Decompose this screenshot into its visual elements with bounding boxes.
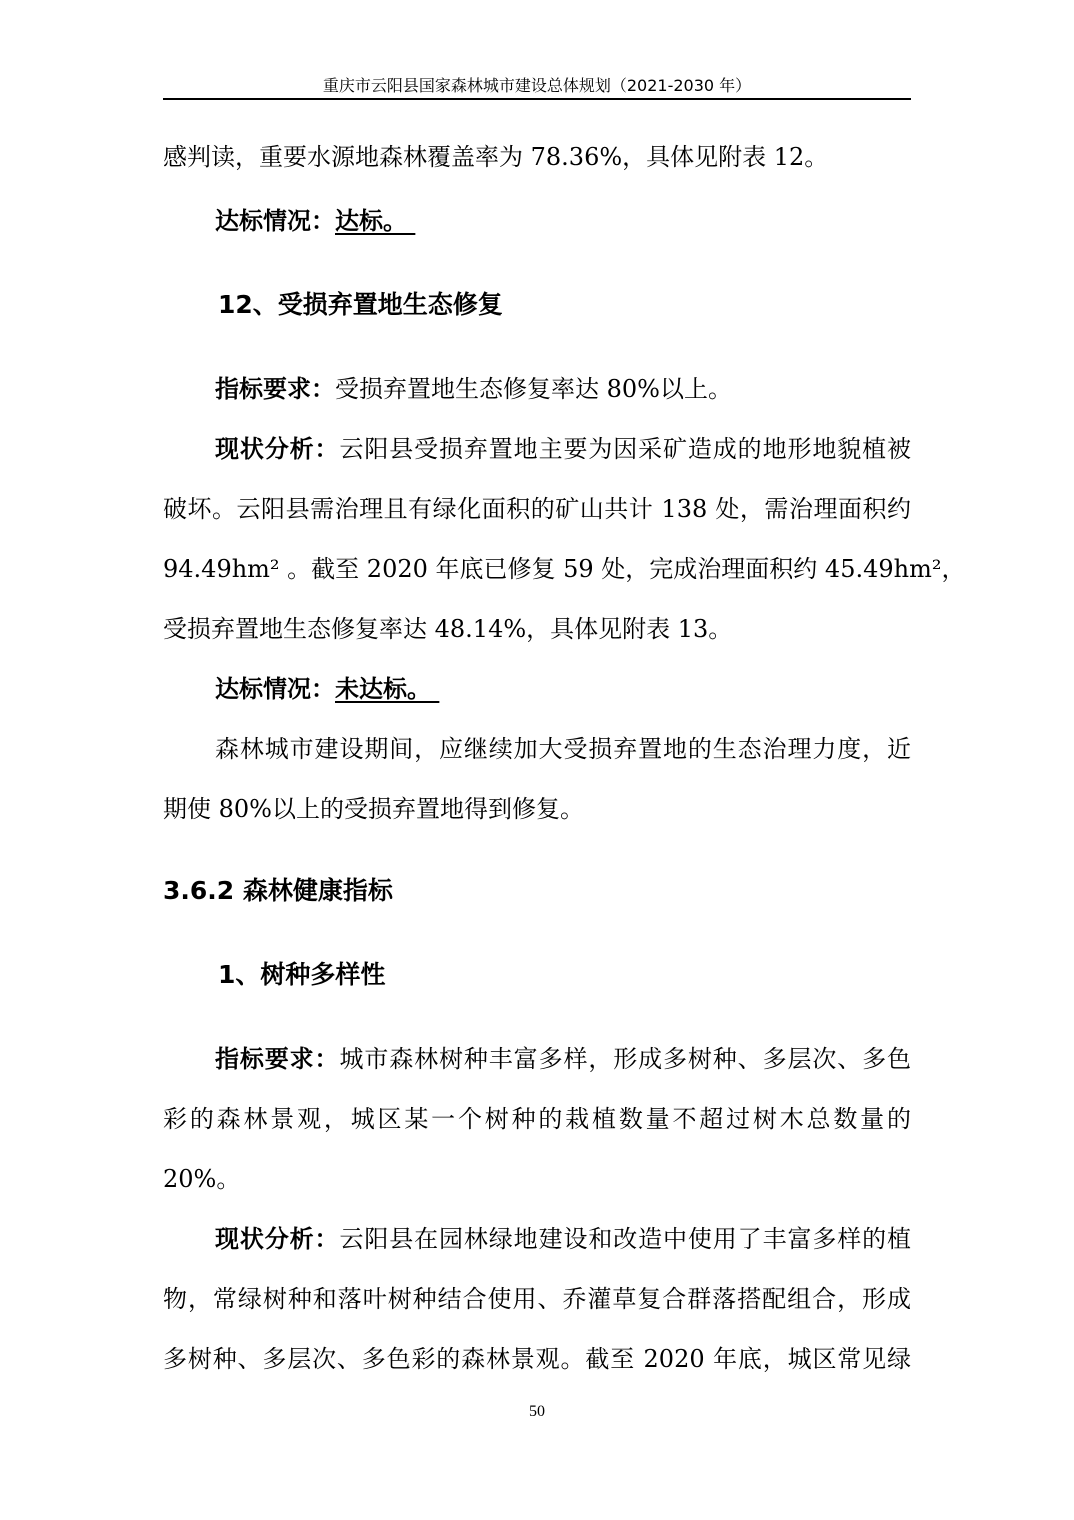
compliance-value: 未达标。	[335, 675, 431, 703]
compliance-label: 达标情况：	[215, 675, 335, 703]
page-number: 50	[529, 1403, 545, 1420]
status-analysis-line	[163, 432, 911, 466]
paragraph-line: 多树种、多层次、多色彩的森林景观。截至 2020 年底，城区常见绿	[163, 1345, 911, 1373]
paragraph-line: 彩的森林景观，城区某一个树种的栽植数量不超过树木总数量的	[163, 1105, 911, 1133]
paragraph-line: 森林城市建设期间，应继续加大受损弃置地的生态治理力度，近	[215, 735, 911, 763]
paragraph-line: 物，常绿树种和落叶树种结合使用、乔灌草复合群落搭配组合，形成	[163, 1285, 911, 1313]
paragraph-line: 20%。	[163, 1165, 241, 1193]
analysis-text: 云阳县在园林绿地建设和改造中使用了丰富多样的植	[339, 1225, 912, 1253]
requirement-label: 指标要求：	[215, 1045, 340, 1073]
paragraph-line: 破坏。云阳县需治理且有绿化面积的矿山共计 138 处，需治理面积约	[163, 495, 911, 523]
compliance-value: 达标。	[335, 207, 407, 235]
requirement-text: 受损弃置地生态修复率达 80%以上。	[335, 375, 732, 403]
paragraph-line: 感判读，重要水源地森林覆盖率为 78.36%，具体见附表 12。	[163, 143, 829, 171]
paragraph-line: 受损弃置地生态修复率达 48.14%，具体见附表 13。	[163, 615, 733, 643]
running-header: 重庆市云阳县国家森林城市建设总体规划（2021-2030 年）	[322, 76, 752, 95]
paragraph-line: 期使 80%以上的受损弃置地得到修复。	[163, 795, 584, 823]
header-divider	[163, 98, 911, 100]
section-heading-362: 3.6.2 森林健康指标	[163, 876, 393, 905]
compliance-status-line	[163, 204, 911, 238]
indicator-requirement-line	[163, 372, 911, 406]
status-analysis-line	[163, 1222, 911, 1256]
compliance-label: 达标情况：	[215, 207, 335, 235]
requirement-text: 城市森林树种丰富多样，形成多树种、多层次、多色	[339, 1045, 912, 1073]
section-heading-12: 12、受损弃置地生态修复	[218, 290, 503, 319]
paragraph-line: 94.49hm² 。截至 2020 年底已修复 59 处，完成治理面积约 45.49hm²，	[163, 555, 966, 583]
analysis-text: 云阳县受损弃置地主要为因采矿造成的地形地貌植被	[339, 435, 912, 463]
requirement-label: 指标要求：	[215, 375, 335, 403]
subsection-heading-1: 1、树种多样性	[218, 960, 386, 989]
analysis-label: 现状分析：	[215, 1225, 340, 1253]
compliance-status-line	[163, 672, 911, 706]
indicator-requirement-line	[163, 1042, 911, 1076]
analysis-label: 现状分析：	[215, 435, 340, 463]
